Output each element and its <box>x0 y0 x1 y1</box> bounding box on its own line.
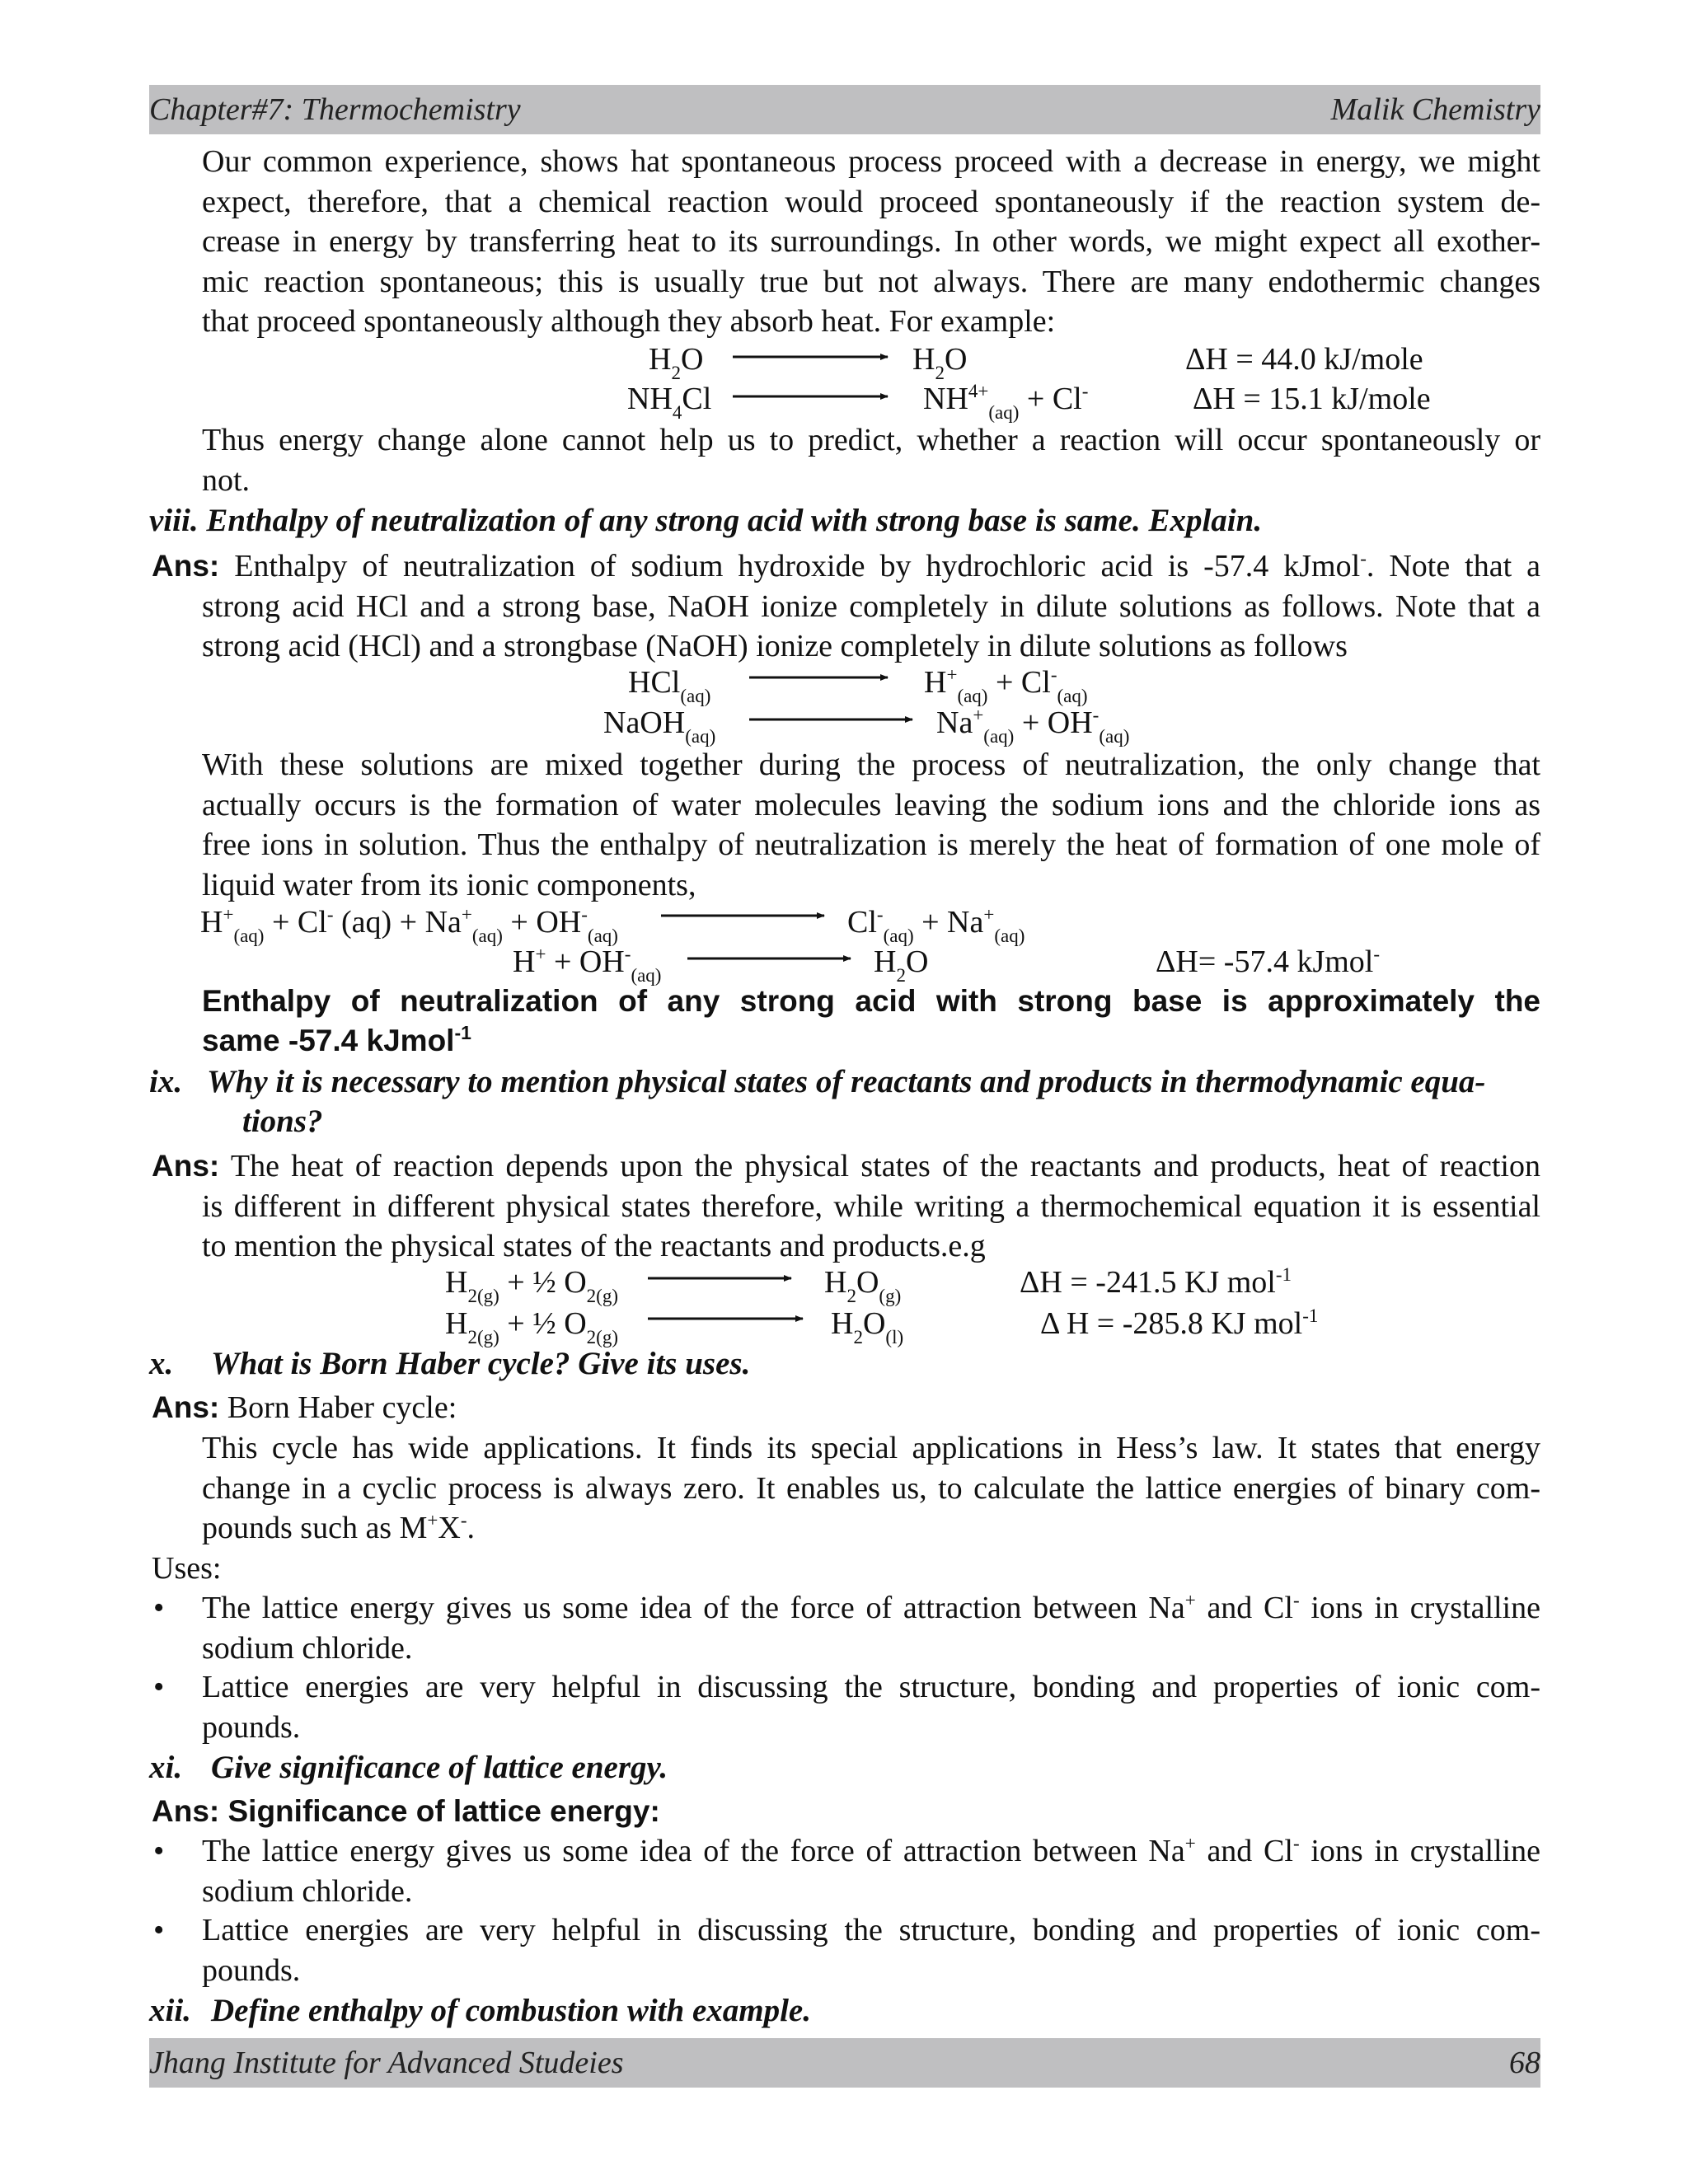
question-text: Enthalpy of neutralization of any strong acid with strong base is same. Explain. <box>206 503 1263 538</box>
text-line: free ions in solution. Thus the enthalpy of neutralization is merely the heat of formation of one mole of <box>202 827 1540 862</box>
question-number: x. <box>149 1346 174 1381</box>
text-line: to mention the physical states of the reactants and products.e.g <box>202 1229 986 1263</box>
enthalpy-value: Δ H = -285.8 KJ mol$^{-1}$ <box>1040 1305 1319 1341</box>
enthalpy-value: ΔH = 44.0 kJ/mole <box>1185 342 1423 377</box>
equation-net-rhs: $H_2O$ <box>874 944 929 986</box>
uses-label: Uses: <box>152 1551 222 1586</box>
answer-label: Ans: <box>152 1390 220 1424</box>
text-line: pounds such as M+X-. <box>202 1510 475 1545</box>
brand-name: Malik Chemistry <box>1330 92 1540 127</box>
equation-gas-rhs: $H_2O_{(g)}$ <box>824 1265 902 1306</box>
text-line: Our common experience, shows hat spontaneous process proceed with a decrease in energy, we might <box>202 144 1540 179</box>
equation-full-rhs: $Cl^-_{(aq)} + Na^+_{(aq)}$ <box>847 904 1025 946</box>
neutralization-conclusion <box>202 982 1540 1061</box>
equation-hcl-rhs: $H^+_{(aq)} + Cl^-_{(aq)}$ <box>924 664 1088 706</box>
reaction-arrow <box>687 953 852 964</box>
question-xi <box>149 1748 1542 1788</box>
equation-gas-lhs: $H_{2(g)}$ + ½ $O_{2(g)}$ <box>445 1265 618 1306</box>
text-line: crease in energy by transferring heat to its surroundings. In other words, we might expect all exother- <box>202 224 1540 259</box>
text-line: With these solutions are mixed together during the process of neutralization, the only change that <box>202 748 1540 782</box>
reaction-arrow <box>749 714 914 725</box>
enthalpy-value: ΔH = -241.5 KJ mol$^{-1}$ <box>1020 1264 1292 1300</box>
neutralization-explanation <box>202 745 1540 905</box>
text-line: Thus energy change alone cannot help us to predict, whether a reaction will occur spontaneously or <box>202 423 1540 457</box>
intro-paragraph <box>202 142 1540 342</box>
text-line: Enthalpy of neutralization of any strong acid with strong base is approximately the <box>202 984 1540 1018</box>
question-number: xii. <box>149 1993 191 2028</box>
answer-viii: Ans: Enthalpy of neutralization of sodium hydroxide by hydrochloric acid is -57.4 kJmol-. Note that a strong acid HCl and a strong base, NaOH ionize completely in dilute solutions as follows. Note that a strong acid (HCl) and a strongbase (NaOH) ionize completely in dilute solutions as follows <box>152 546 1540 667</box>
text-line: liquid water from its ionic components, <box>202 867 696 902</box>
bullet-icon: • <box>153 1591 165 1625</box>
equation-naoh-rhs: $Na^+_{(aq)} + OH^-_{(aq)}$ <box>936 705 1130 747</box>
question-text: What is Born Haber cycle? Give its uses. <box>211 1346 751 1381</box>
question-text: Give significance of lattice energy. <box>211 1750 668 1785</box>
text-line: not. <box>202 462 251 498</box>
text-line: strong acid HCl and a strong base, NaOH ionize completely in dilute solutions as follows. Note that a <box>202 588 1540 624</box>
page-header <box>149 85 1540 134</box>
answer-ix: Ans: The heat of reaction depends upon the physical states of the reactants and products, heat of reaction is different in different physical states therefore, while writing a thermochemical equation it is essential to mention the physical states of the reactants and products.e.g <box>152 1146 1540 1267</box>
question-text: Define enthalpy of combustion with example. <box>211 1993 811 2028</box>
question-text: tions? <box>242 1104 323 1139</box>
question-xii <box>149 1991 1542 2031</box>
question-number: viii. <box>149 503 199 538</box>
page-footer <box>149 2038 1540 2088</box>
text-line: that proceed spontaneously although they absorb heat. For example: <box>202 304 1056 339</box>
question-number: xi. <box>149 1750 183 1785</box>
page-number: 68 <box>1509 2046 1540 2080</box>
equation-naoh-lhs: NaOH$_{(aq)}$ <box>603 705 716 747</box>
text-line: strong acid (HCl) and a strongbase (NaOH) ionize completely in dilute solutions as follows <box>202 629 1348 663</box>
equation-nh4cl-lhs: $NH_4Cl$ <box>627 382 712 423</box>
text-line: This cycle has wide applications. It finds its special applications in Hess’s law. It states that energy <box>202 1431 1540 1465</box>
question-x <box>149 1344 1542 1384</box>
equation-net-lhs: $H^+ + OH^-_{(aq)}$ <box>513 944 662 986</box>
enthalpy-value: ΔH = 15.1 kJ/mole <box>1193 382 1431 416</box>
bullet-icon: • <box>153 1670 165 1704</box>
answer-label: Ans: <box>152 549 220 583</box>
equation-full-lhs: $H^+_{(aq)} + Cl^-$ $(aq) + Na^+_{(aq)} + OH^-_{(aq)}$ <box>200 904 618 946</box>
text-line: change in a cyclic process is always zero. It enables us, to calculate the lattice energies of binary com- <box>202 1470 1540 1506</box>
enthalpy-value: ΔH= -57.4 kJmol- <box>1156 944 1381 979</box>
equation-nh4cl-rhs: $NH^{4+}_{(aq)} + Cl^-$ <box>923 381 1089 423</box>
answer-x: Ans: Born Haber cycle: <box>152 1390 457 1425</box>
born-haber-description <box>202 1428 1540 1549</box>
text-line: mic reaction spontaneous; this is usually true but not always. There are many endothermic changes <box>202 264 1540 299</box>
text-line: is different in different physical states therefore, while writing a thermochemical equation it is essential <box>202 1188 1540 1224</box>
reaction-arrow <box>648 1313 804 1324</box>
text-line: same -57.4 kJmol$^{-1}$ <box>202 1022 471 1057</box>
answer-label: Ans: <box>152 1149 220 1183</box>
question-text: Why it is necessary to mention physical states of reactants and products in thermodynamic equa- <box>207 1064 1486 1099</box>
intro-conclusion <box>202 420 1540 500</box>
equation-water-lhs: $H_2O$ <box>649 342 704 383</box>
text-line: actually occurs is the formation of water molecules leaving the sodium ions and the chloride ions as <box>202 787 1540 823</box>
bullet-icon: • <box>153 1913 165 1947</box>
answer-heading: Ans: Significance of lattice energy: <box>152 1794 660 1828</box>
question-ix <box>149 1062 1542 1141</box>
institute-name: Jhang Institute for Advanced Studeies <box>149 2046 624 2080</box>
reaction-arrow <box>733 351 889 363</box>
equation-liquid-lhs: $H_{2(g)}$ + ½ $O_{2(g)}$ <box>445 1306 618 1347</box>
reaction-arrow <box>733 391 889 402</box>
bullet-icon: • <box>153 1834 165 1868</box>
chapter-title: Chapter#7: Thermochemistry <box>149 92 521 127</box>
equation-hcl-lhs: HCl$_{(aq)}$ <box>628 665 711 706</box>
reaction-arrow <box>648 1272 793 1284</box>
equation-water-rhs: $H_2O$ <box>912 342 968 383</box>
reaction-arrow <box>661 910 826 921</box>
equation-liquid-rhs: $H_2O_{(l)}$ <box>831 1306 904 1347</box>
text-line: expect, therefore, that a chemical reaction would proceed spontaneously if the reaction system de- <box>202 184 1540 219</box>
question-number: ix. <box>149 1064 183 1099</box>
reaction-arrow <box>749 672 889 683</box>
question-viii <box>149 501 1542 541</box>
